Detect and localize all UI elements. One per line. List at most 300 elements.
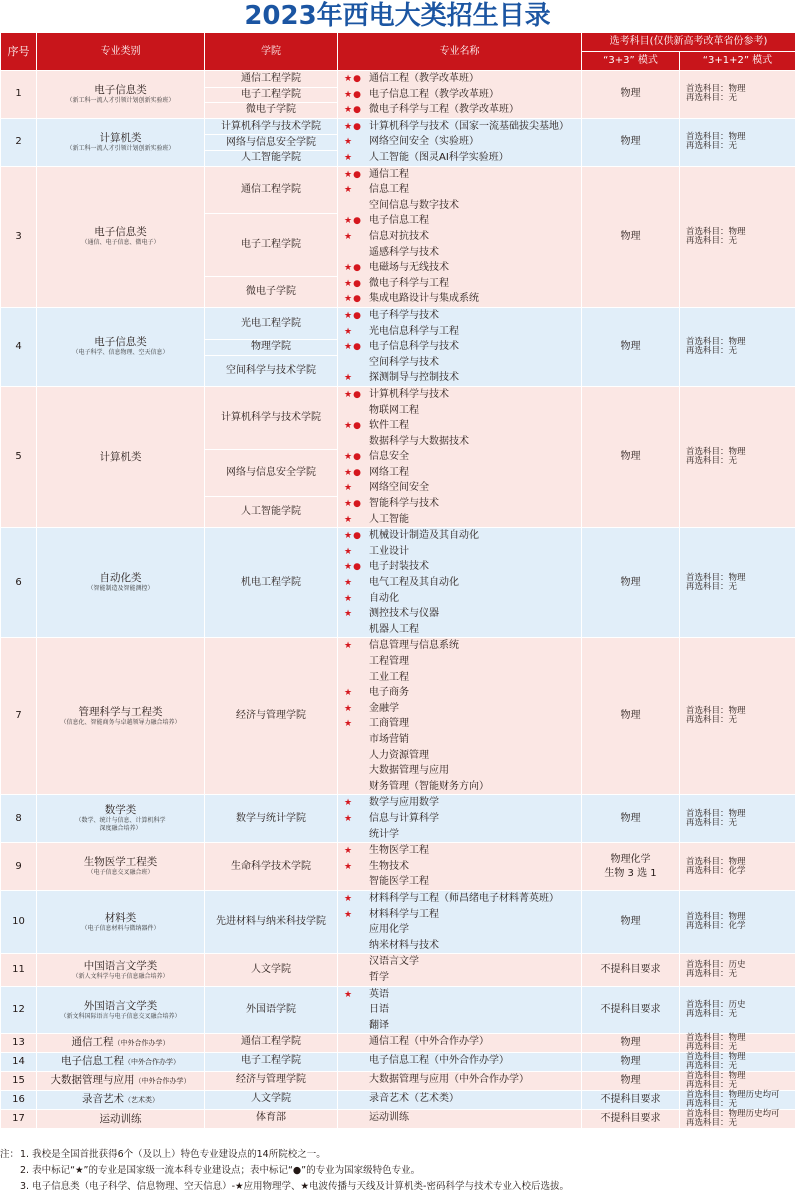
- major-item: [340, 167, 581, 183]
- group-title: 通信工程: [71, 1036, 114, 1049]
- star-icon: ★: [344, 846, 353, 857]
- major-name: 生物技术: [369, 860, 409, 872]
- major-item: [340, 213, 581, 229]
- group-note: （新人文科学与电子信息融合培养）: [72, 972, 169, 980]
- mode-312-text: 首选科目：物理: [686, 572, 746, 583]
- group-note: （电子科学、信息物理、空天信息）: [72, 349, 169, 357]
- mode-312-cell: [680, 843, 795, 891]
- college-cell: [205, 307, 338, 386]
- group-cell: [37, 1034, 205, 1053]
- group-name: 中国语言文学类: [83, 959, 158, 972]
- star-icon: ★: [344, 216, 353, 227]
- row-number: 15: [1, 1072, 37, 1091]
- major-item: [340, 559, 581, 575]
- group-cell: [37, 386, 205, 527]
- major-item: [340, 891, 581, 907]
- major-name: 材料科学与工程（师昌绪电子材料菁英班）: [369, 893, 559, 905]
- major-name: 电子商务: [369, 687, 409, 699]
- star-icon: ★: [344, 593, 353, 604]
- star-icon: ★: [344, 373, 353, 384]
- group-note: （新工科一流人才引领计划创新实验班）: [66, 96, 175, 104]
- row-number: 1: [1, 71, 37, 119]
- table-row: [1, 795, 795, 843]
- college-cell: [205, 166, 338, 307]
- major-name: 网络工程: [369, 466, 409, 478]
- major-name: 生物医学工程: [369, 845, 429, 857]
- row-number: 12: [1, 986, 37, 1034]
- star-icon: ★: [344, 499, 353, 510]
- major-name: 电子信息科学与技术: [369, 341, 459, 353]
- major-name: 大数据管理与应用: [369, 765, 449, 777]
- major-item: [340, 480, 581, 496]
- major-item: [340, 528, 581, 544]
- group-note: （数学、统计与信息、计算机科学 深度融合培养）: [75, 817, 166, 833]
- mode-33-text: 物理: [620, 1037, 641, 1049]
- major-item: [340, 308, 581, 324]
- table-row: [1, 1110, 795, 1129]
- mode-33-text: 不提科目要求: [600, 1113, 661, 1125]
- major-item: [340, 403, 581, 419]
- group-name: 外国语言文学类: [83, 999, 158, 1012]
- major-name: 数据科学与大数据技术: [369, 435, 469, 447]
- star-icon: ★: [344, 452, 353, 463]
- college-cell: [205, 891, 338, 954]
- group-cell: [37, 638, 205, 795]
- major-item: [340, 355, 581, 371]
- mode-312-text: 再选科目：无: [686, 1061, 738, 1072]
- header-group: 专业类别: [37, 33, 205, 71]
- major-name: 自动化: [369, 592, 399, 604]
- dot-icon: ●: [353, 467, 361, 478]
- major-name: 金融学: [369, 702, 399, 714]
- table-row: [1, 386, 795, 527]
- mode-33-cell: [582, 1091, 680, 1110]
- major-name: 物联网工程: [369, 404, 419, 416]
- star-icon: ★: [344, 546, 353, 557]
- mode-312-cell: [680, 71, 795, 119]
- footnote-line: [0, 1179, 795, 1195]
- star-icon: ★: [344, 814, 353, 825]
- mode-312-text: 再选科目：化学: [686, 921, 746, 932]
- group-title: 录音艺术: [82, 1093, 124, 1106]
- major-name: 材料科学与工程: [369, 908, 439, 920]
- major-item: [340, 182, 581, 198]
- group-cell: [37, 528, 205, 638]
- mode-312-text: 再选科目：无: [686, 235, 738, 246]
- mode-312-cell: [680, 954, 795, 986]
- mode-33-text: 物理: [620, 136, 641, 148]
- major-name: 微电子科学与工程: [369, 277, 449, 289]
- major-item: [340, 1034, 581, 1050]
- major-name: 空间科学与技术: [369, 356, 439, 368]
- star-icon: ★: [344, 894, 353, 905]
- group-cell: [37, 1053, 205, 1072]
- college-name: 网络与信息安全学院: [205, 134, 337, 150]
- major-name: 财务管理（智能财务方向）: [369, 780, 489, 792]
- mode-312-text: 首选科目：物理: [686, 1071, 746, 1082]
- group-cell: [37, 1072, 205, 1091]
- major-item: [340, 465, 581, 481]
- mode-312-cell: [680, 386, 795, 527]
- major-name: 计算机科学与技术（国家一流基础拔尖基地）: [369, 120, 569, 132]
- major-cell: [338, 954, 582, 986]
- mode-312-text: 首选科目：物理: [686, 706, 746, 717]
- mode-33-text: 物理: [620, 230, 641, 242]
- mode-312-text: 首选科目：物理: [686, 912, 746, 923]
- star-icon: ★: [344, 798, 353, 809]
- table-row: [1, 166, 795, 307]
- major-item: [340, 150, 581, 166]
- table-row: [1, 986, 795, 1034]
- mode-312-cell: [680, 795, 795, 843]
- mode-312-text: 再选科目：化学: [686, 865, 746, 876]
- table-row: [1, 1034, 795, 1053]
- footnotes: [0, 1147, 795, 1195]
- college-name: 网络与信息安全学院: [205, 449, 337, 496]
- mode-312-cell: [680, 528, 795, 638]
- major-item: [340, 260, 581, 276]
- row-number: 11: [1, 954, 37, 986]
- group-name: 计算机类: [99, 450, 142, 463]
- header-college: 学院: [205, 33, 338, 71]
- star-icon: ★: [344, 531, 353, 542]
- dot-icon: ●: [353, 531, 361, 542]
- dot-icon: ●: [353, 89, 361, 100]
- star-icon: ★: [344, 342, 353, 353]
- group-cell: [37, 307, 205, 386]
- major-item: [340, 732, 581, 748]
- star-icon: ★: [344, 562, 353, 573]
- row-number: 14: [1, 1053, 37, 1072]
- mode-33-cell: [582, 1034, 680, 1053]
- major-name: 电子信息工程（教学改革班）: [369, 88, 499, 100]
- mode-312-cell: [680, 1110, 795, 1129]
- major-item: [340, 1002, 581, 1018]
- mode-33-text: 物理: [620, 576, 641, 588]
- major-cell: [338, 1072, 582, 1091]
- dot-icon: ●: [353, 278, 361, 289]
- mode-33-cell: [582, 986, 680, 1034]
- row-number: 5: [1, 386, 37, 527]
- college-cell: [205, 1034, 338, 1053]
- mode-33-text: 不提科目要求: [600, 1004, 661, 1016]
- major-name: 通信工程（中外合作办学）: [369, 1036, 489, 1048]
- major-item: [340, 276, 581, 292]
- mode-312-cell: [680, 1034, 795, 1053]
- major-name: 工商管理: [369, 718, 409, 730]
- group-name: 运动训练: [99, 1112, 142, 1125]
- mode-312-text: 再选科目：无: [686, 1042, 738, 1053]
- major-name: 运动训练: [369, 1112, 409, 1124]
- row-number: 7: [1, 638, 37, 795]
- group-note: （新工科一流人才引领计划创新实验班）: [66, 144, 175, 152]
- mode-312-text: 首选科目：物理: [686, 447, 746, 458]
- major-name: 翻译: [369, 1019, 389, 1031]
- major-name: 人工智能: [369, 513, 409, 525]
- mode-33-text: 物理: [620, 451, 641, 463]
- group-cell: [37, 1110, 205, 1129]
- college-name: 物理学院: [205, 339, 337, 355]
- footnote-3: 3. 电子信息类（电子科学、信息物理、空天信息）-★应用物理学、★电波传播与天线及计算机类-密码科学与技术专业入校后选拔。: [20, 1181, 569, 1192]
- mode-33-text: 物理: [620, 812, 641, 824]
- mode-33-text: 物理: [620, 916, 641, 928]
- major-item: [340, 387, 581, 403]
- college-name: 先进材料与纳米科技学院: [216, 916, 326, 928]
- mode-312-cell: [680, 166, 795, 307]
- college-name: 机电工程学院: [241, 576, 301, 588]
- footnote-line: [0, 1163, 795, 1179]
- major-name: 市场营销: [369, 734, 409, 746]
- mode-33-cell: [582, 1110, 680, 1129]
- table-row: [1, 1072, 795, 1091]
- star-icon: ★: [344, 688, 353, 699]
- mode-312-text: 首选科目：历史: [686, 960, 746, 971]
- footnote-prefix: 注：: [0, 1149, 20, 1160]
- college-name: 空间科学与技术学院: [205, 355, 337, 386]
- major-item: [340, 827, 581, 843]
- major-item: [340, 716, 581, 732]
- mode-33-cell: [582, 843, 680, 891]
- major-item: [340, 763, 581, 779]
- mode-33-text: 物理: [620, 340, 641, 352]
- major-name: 哲学: [369, 972, 389, 984]
- table-row: [1, 71, 795, 119]
- major-cell: [338, 891, 582, 954]
- mode-312-text: 再选科目：无: [686, 1080, 738, 1091]
- group-title: 电子信息工程: [61, 1055, 124, 1068]
- major-name: 人工智能（图灵AI科学实验班）: [369, 151, 509, 163]
- major-cell: [338, 1091, 582, 1110]
- major-item: [340, 245, 581, 261]
- major-name: 微电子科学与工程（教学改革班）: [369, 104, 519, 116]
- star-icon: ★: [344, 861, 353, 872]
- major-name: 工业设计: [369, 545, 409, 557]
- group-name: 材料类: [104, 911, 137, 924]
- major-name: 大数据管理与应用（中外合作办学）: [369, 1074, 529, 1086]
- mode-33-text: 物理: [620, 88, 641, 100]
- dot-icon: ●: [353, 452, 361, 463]
- group-note: （中外合作办学）: [124, 1058, 180, 1067]
- major-name: 机器人工程: [369, 623, 419, 635]
- college-cell: [205, 1053, 338, 1072]
- group-name: 生物医学工程类: [83, 856, 158, 869]
- major-name: 计算机科学与技术: [369, 388, 449, 400]
- group-note: （新文科国际语言与电子信息交叉融合培养）: [60, 1012, 181, 1020]
- group-name: 电子信息类: [94, 336, 147, 349]
- group-cell: [37, 954, 205, 986]
- major-item: [340, 606, 581, 622]
- mode-33-cell: [582, 1072, 680, 1091]
- major-item: [340, 1091, 581, 1107]
- college-cell: [205, 386, 338, 527]
- major-cell: [338, 118, 582, 166]
- mode-312-text: 首选科目：物理: [686, 1033, 746, 1044]
- mode-312-cell: [680, 1053, 795, 1072]
- mode-33-cell: [582, 307, 680, 386]
- mode-312-text: 首选科目：物理: [686, 808, 746, 819]
- star-icon: ★: [344, 989, 353, 1000]
- major-name: 录音艺术（艺术类）: [369, 1093, 459, 1105]
- dot-icon: ●: [353, 74, 361, 84]
- major-item: [340, 701, 581, 717]
- major-name: 信息安全: [369, 451, 409, 463]
- major-name: 纳米材料与技术: [369, 939, 439, 951]
- mode-33-text: 不提科目要求: [600, 1094, 661, 1106]
- footnote-1: 1. 我校是全国首批获得6个（及以上）特色专业建设点的14所院校之一。: [20, 1149, 326, 1160]
- row-number: 2: [1, 118, 37, 166]
- row-number: 10: [1, 891, 37, 954]
- dot-icon: ●: [353, 310, 361, 321]
- major-item: [340, 859, 581, 875]
- major-item: [340, 544, 581, 560]
- group-note: （电子信息材料与微纳器件）: [81, 924, 160, 932]
- mode-312-cell: [680, 1072, 795, 1091]
- college-name: 外国语学院: [246, 1004, 296, 1016]
- mode-33-cell: [582, 638, 680, 795]
- mode-312-text: 再选科目：无: [686, 969, 738, 980]
- header-subjects: 选考科目(仅供新高考改革省份参考): [582, 33, 795, 52]
- major-cell: [338, 528, 582, 638]
- major-item: [340, 71, 581, 87]
- major-item: [340, 496, 581, 512]
- mode-312-text: 首选科目：物理: [686, 336, 746, 347]
- major-item: [340, 370, 581, 386]
- college-name: 人工智能学院: [205, 150, 337, 166]
- mode-33-cell: [582, 386, 680, 527]
- group-name: 电子信息类: [94, 83, 147, 96]
- mode-33-cell: [582, 954, 680, 986]
- major-name: 电子信息工程: [369, 215, 429, 227]
- major-item: [340, 1110, 581, 1126]
- major-cell: [338, 166, 582, 307]
- college-cell: [205, 1110, 338, 1129]
- major-name: 集成电路设计与集成系统: [369, 293, 479, 305]
- major-item: [340, 291, 581, 307]
- major-item: [340, 922, 581, 938]
- group-cell: [37, 118, 205, 166]
- mode-312-text: 首选科目：物理: [686, 84, 746, 95]
- major-name: 信息工程: [369, 184, 409, 196]
- mode-33-cell: [582, 166, 680, 307]
- group-cell: [37, 795, 205, 843]
- table-row: [1, 528, 795, 638]
- college-name: 光电工程学院: [241, 317, 301, 329]
- major-cell: [338, 1110, 582, 1129]
- mode-312-text: 首选科目：历史: [686, 1000, 746, 1011]
- mode-312-text: 再选科目：无: [686, 93, 738, 104]
- mode-312-text: 再选科目：无: [686, 581, 738, 592]
- table-row: [1, 1091, 795, 1110]
- college-name: 电子工程学院: [205, 213, 337, 275]
- major-item: [340, 670, 581, 686]
- major-item: [340, 954, 581, 970]
- star-icon: ★: [344, 121, 353, 132]
- star-icon: ★: [344, 609, 353, 620]
- star-icon: ★: [344, 389, 353, 400]
- college-name: 微电子学院: [205, 276, 337, 307]
- major-name: 软件工程: [369, 420, 409, 432]
- star-icon: ★: [344, 231, 353, 242]
- mode-312-text: 再选科目：无: [686, 456, 738, 467]
- college-name: 经济与管理学院: [236, 710, 306, 722]
- mode-312-cell: [680, 118, 795, 166]
- mode-312-text: 再选科目：无: [686, 141, 738, 152]
- mode-312-cell: [680, 638, 795, 795]
- major-item: [340, 987, 581, 1003]
- major-name: 数学与应用数学: [369, 797, 439, 809]
- college-name: 人文学院: [251, 964, 291, 976]
- major-name: 汉语言文学: [369, 956, 419, 968]
- mode-312-text: 首选科目：物理历史均可: [686, 1109, 780, 1120]
- row-number: 13: [1, 1034, 37, 1053]
- college-cell: [205, 528, 338, 638]
- star-icon: ★: [344, 74, 353, 84]
- major-name: 探测制导与控制技术: [369, 372, 459, 384]
- mode-33-cell: [582, 71, 680, 119]
- mode-312-text: 首选科目：物理: [686, 856, 746, 867]
- major-item: [340, 229, 581, 245]
- major-name: 网络空间安全（实验班）: [369, 136, 479, 148]
- group-name: [37, 1055, 204, 1069]
- star-icon: ★: [344, 641, 353, 652]
- major-cell: [338, 1034, 582, 1053]
- group-cell: [37, 166, 205, 307]
- table-row: [1, 307, 795, 386]
- major-item: [340, 1072, 581, 1088]
- college-cell: [205, 1091, 338, 1110]
- major-item: [340, 324, 581, 340]
- college-name: 计算机科学与技术学院: [221, 412, 321, 424]
- star-icon: ★: [344, 719, 353, 730]
- dot-icon: ●: [353, 121, 361, 132]
- group-name: 自动化类: [99, 572, 142, 585]
- major-name: 信息与计算科学: [369, 813, 439, 825]
- group-name: 数学类: [104, 804, 137, 817]
- major-name: 电气工程及其自动化: [369, 577, 459, 589]
- college-name: 计算机科学与技术学院: [221, 120, 321, 132]
- college-cell: [205, 638, 338, 795]
- college-name: 人工智能学院: [205, 496, 337, 527]
- mode-312-text: 再选科目：无: [686, 1099, 738, 1110]
- college-name: 体育部: [256, 1112, 286, 1124]
- major-item: [340, 779, 581, 795]
- major-name: 测控技术与仪器: [369, 608, 439, 620]
- college-name: 数学与统计学院: [236, 812, 306, 824]
- mode-312-text: 首选科目：物理: [686, 1052, 746, 1063]
- star-icon: ★: [344, 89, 353, 100]
- row-number: 8: [1, 795, 37, 843]
- major-item: [340, 843, 581, 859]
- major-name: 网络空间安全: [369, 482, 429, 494]
- mode-312-text: 再选科目：无: [686, 345, 738, 356]
- table-row: [1, 843, 795, 891]
- major-item: [340, 622, 581, 638]
- star-icon: ★: [344, 483, 353, 494]
- major-name: 统计学: [369, 828, 399, 840]
- major-item: [340, 339, 581, 355]
- mode-33-text: 物理: [620, 1075, 641, 1087]
- major-item: [340, 874, 581, 890]
- major-name: 电子信息工程（中外合作办学）: [369, 1055, 509, 1067]
- major-name: 信息对抗技术: [369, 230, 429, 242]
- major-item: [340, 87, 581, 103]
- row-number: 6: [1, 528, 37, 638]
- college-name: 微电子学院: [205, 102, 337, 118]
- college-cell: [205, 118, 338, 166]
- college-cell: [205, 986, 338, 1034]
- group-note: （智能制造及智能测控）: [87, 585, 154, 593]
- major-name: 电子科学与技术: [369, 309, 439, 321]
